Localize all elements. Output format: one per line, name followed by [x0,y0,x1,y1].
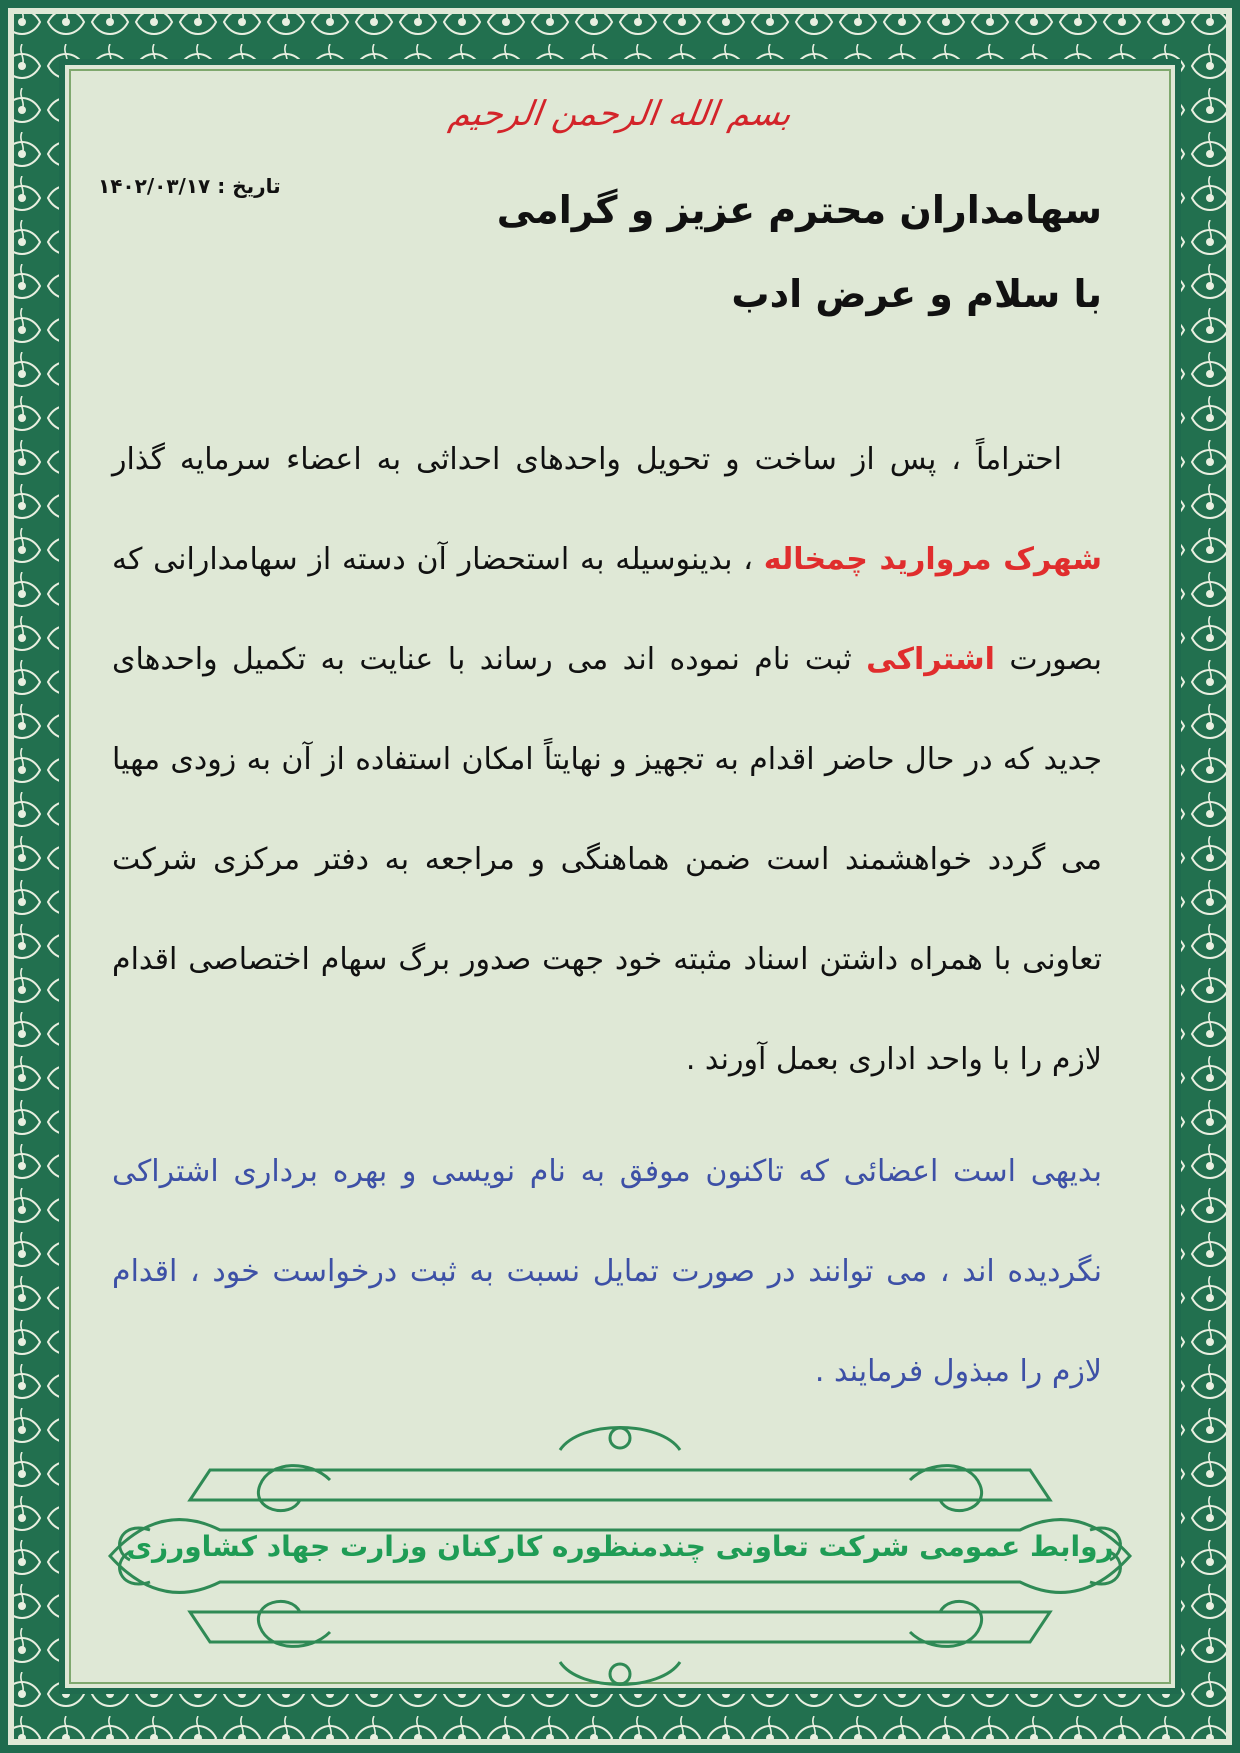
main-paragraph-text-2: ، بدینوسیله به استحضار آن دسته از سهامدارانی که بصورت [112,542,1102,677]
highlight-town-name: شهرک مروارید چمخاله [763,542,1102,577]
main-paragraph-text-3: ثبت نام نموده اند می رساند با عنایت به تکمیل واحدهای جدید که در حال حاضر اقدام به تجهیز و نهایتاً امکان استفاده از آن به زودی مهیا می گردد خواهشمند است ضمن هماهنگی و مراجعه به دفتر مرکزی شرکت تعاونی با همراه داشتن اسناد مثبته خود جهت صدور برگ سهام اختصاصی اقدام لازم را با واحد اداری بعمل آورند . [112,642,1102,1077]
note-paragraph: بدیهی است اعضائی که تاکنون موفق به نام نویسی و بهره برداری اشتراکی نگردیده اند ، می توانند در صورت تمایل نسبت به ثبت درخواست خود ، اقدام لازم را مبذول فرمایند . [112,1154,1102,1389]
main-paragraph [112,410,1102,1110]
salutation-heading: سهامداران محترم عزیز و گرامی [496,188,1102,232]
footer-signature: روابط عمومی شرکت تعاونی چندمنظوره کارکنان وزارت جهاد کشاورزی [126,1530,1114,1563]
date-label: تاریخ : ۱۴۰۲/۰۳/۱۷ [98,174,281,198]
greeting-heading: با سلام و عرض ادب [731,272,1102,316]
main-paragraph-text-1: احتراماً ، پس از ساخت و تحویل واحدهای احداثی به اعضاء سرمایه گذار [112,442,1062,477]
basmala-calligraphy: بسم الله الرحمن الرحیم [446,94,794,134]
highlight-shared-type: اشتراکی [866,642,995,677]
letter-content [68,68,1172,1685]
